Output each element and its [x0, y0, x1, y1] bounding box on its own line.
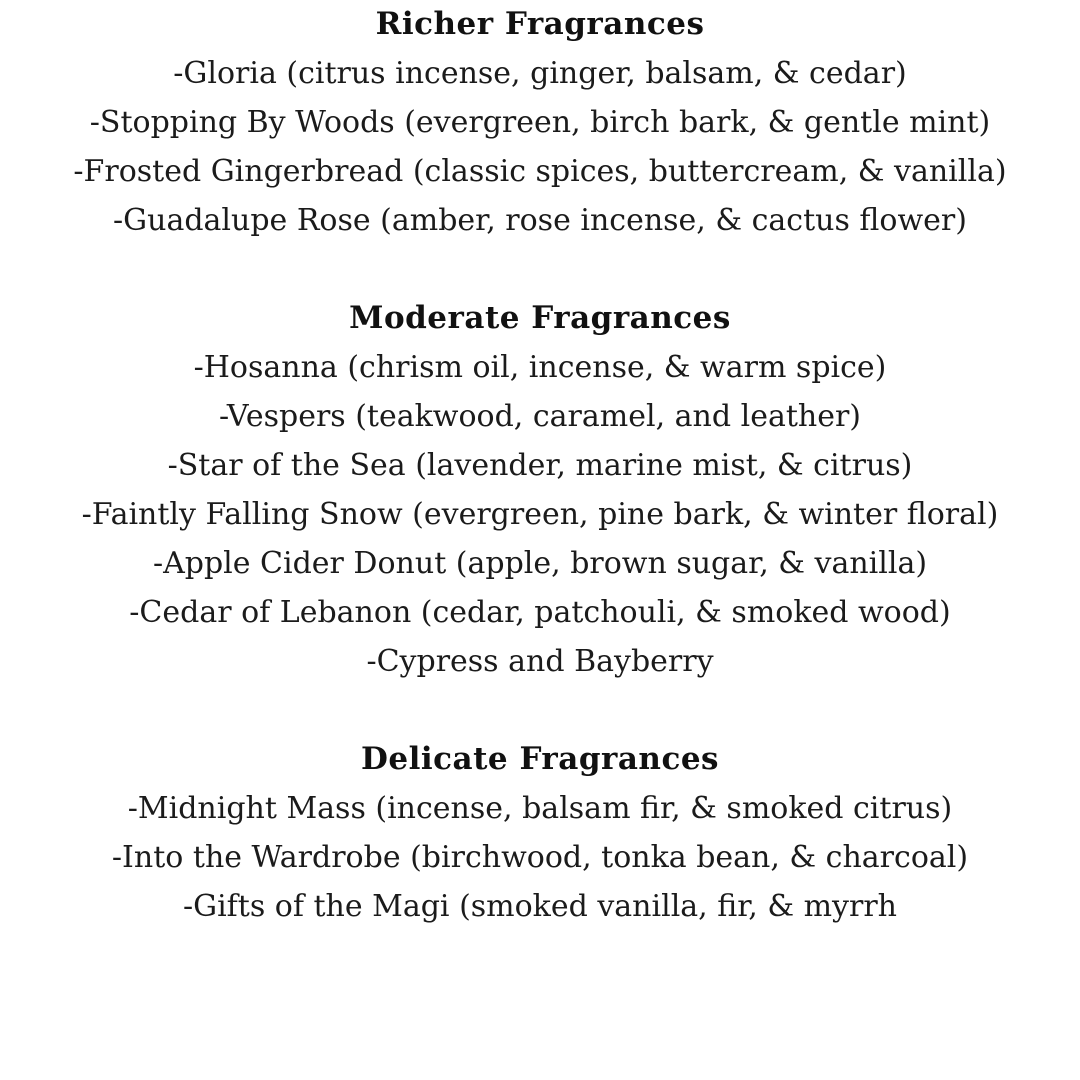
section-heading: Richer Fragrances	[375, 6, 705, 42]
fragrance-list-item: -Star of the Sea (lavender, marine mist, & citrus)	[167, 448, 913, 483]
fragrance-list-item: -Guadalupe Rose (amber, rose incense, & cactus flower)	[113, 203, 967, 238]
fragrance-list-item: -Stopping By Woods (evergreen, birch bark, & gentle mint)	[89, 105, 991, 140]
fragrance-section	[0, 294, 1080, 686]
fragrance-list-item: -Gifts of the Magi (smoked vanilla, fir, & myrrh	[182, 889, 898, 924]
fragrance-section	[0, 0, 1080, 245]
fragrance-list-item: -Hosanna (chrism oil, incense, & warm spice)	[193, 350, 887, 385]
fragrance-list-item: -Frosted Gingerbread (classic spices, buttercream, & vanilla)	[73, 154, 1007, 189]
fragrance-list-item: -Gloria (citrus incense, ginger, balsam, & cedar)	[173, 56, 907, 91]
fragrance-section	[0, 735, 1080, 931]
fragrance-list-item: -Midnight Mass (incense, balsam fir, & smoked citrus)	[127, 791, 953, 826]
section-heading: Delicate Fragrances	[360, 741, 720, 777]
fragrance-list-item: -Into the Wardrobe (birchwood, tonka bean, & charcoal)	[111, 840, 969, 875]
section-heading: Moderate Fragrances	[349, 300, 731, 336]
fragrance-list-item: -Cedar of Lebanon (cedar, patchouli, & smoked wood)	[129, 595, 951, 630]
fragrance-list-item: -Apple Cider Donut (apple, brown sugar, & vanilla)	[152, 546, 928, 581]
fragrance-list-item: -Vespers (teakwood, caramel, and leather)	[218, 399, 862, 434]
fragrance-list-item: -Cypress and Bayberry	[366, 644, 714, 679]
fragrance-list-item: -Faintly Falling Snow (evergreen, pine bark, & winter floral)	[81, 497, 999, 532]
